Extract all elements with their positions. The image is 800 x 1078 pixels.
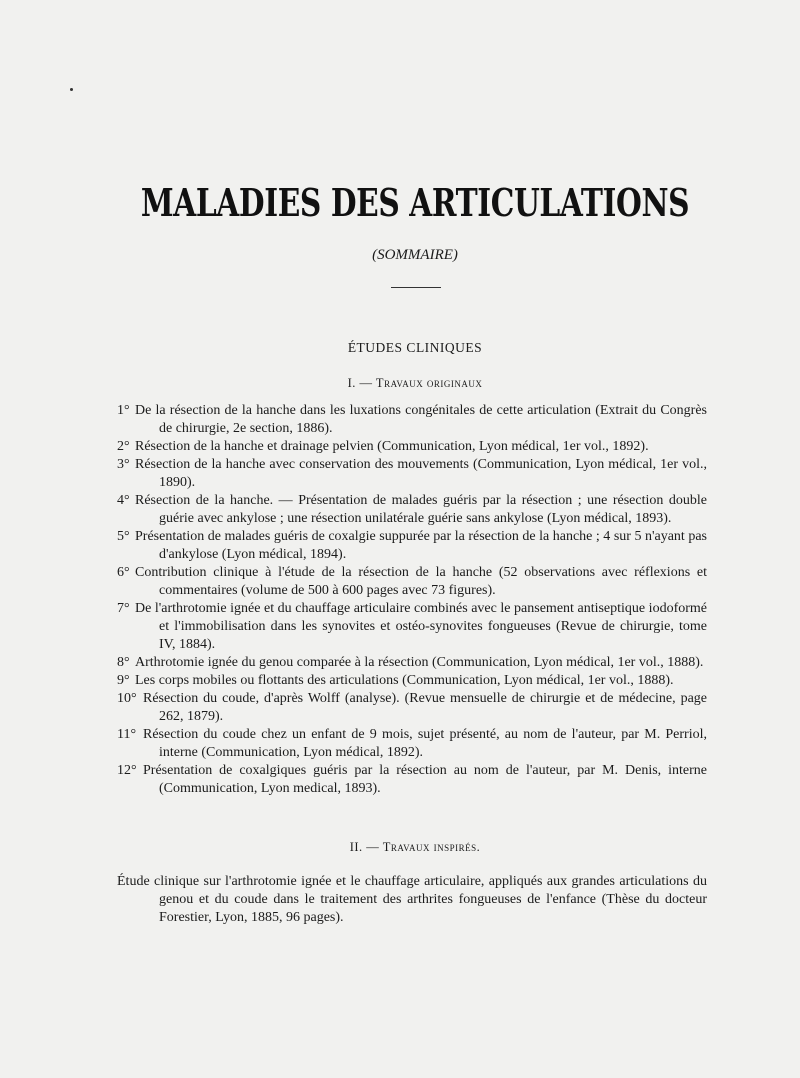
item-text: Les corps mobiles ou flottants des articulations (Communication, Lyon médical, 1er vol., 1888).: [135, 673, 674, 688]
list-item: [117, 456, 707, 492]
list-item: [117, 672, 707, 690]
list-item: [117, 762, 707, 798]
item-text: Résection du coude chez un enfant de 9 mois, sujet présenté, au nom de l'auteur, par M. Perriol, interne (Communication, Lyon médical, 1892).: [143, 727, 707, 760]
title-rule: [391, 287, 441, 288]
item-text: Présentation de malades guéris de coxalgie suppurée par la résection de la hanche ; 4 sur 5 n'ayant pas d'ankylose (Lyon médical, 1894).: [135, 529, 707, 562]
list-item: [117, 690, 707, 726]
item-number: 10°: [117, 691, 137, 706]
item-number: 2°: [117, 439, 130, 454]
item-number: 11°: [117, 727, 137, 742]
list-item: [117, 600, 707, 654]
item-text: Contribution clinique à l'étude de la résection de la hanche (52 observations avec réflexions et commentaires (volume de 500 à 600 pages avec 73 figures).: [135, 565, 707, 598]
item-number: 4°: [117, 493, 130, 508]
part2-heading: II. — Travaux inspirés.: [349, 840, 481, 854]
item-text: Présentation de coxalgiques guéris par la résection au nom de l'auteur, par M. Denis, interne (Communication, Lyon medical, 1893).: [143, 763, 707, 796]
original-works-list: [117, 402, 707, 798]
item-text: De l'arthrotomie ignée et du chauffage articulaire combinés avec le pansement antiseptique iodoformé et l'immobilisation dans les synovites et ostéo-synovites fongueuses (Revue de chirurgie, tome IV, 1884).: [135, 601, 707, 652]
item-text: Résection du coude, d'après Wolff (analyse). (Revue mensuelle de chirurgie et de médecine, page 262, 1879).: [143, 691, 707, 724]
item-text: Arthrotomie ignée du genou comparée à la résection (Communication, Lyon médical, 1er vol., 1888).: [135, 655, 704, 670]
inspired-work-paragraph: Étude clinique sur l'arthrotomie ignée et le chauffage articulaire, appliqués aux grandes articulations du genou et du coude dans le traitement des arthrites fongueuses de l'enfance (Thèse du docteur Forestier, Lyon, 1885, 96 pages).: [117, 874, 707, 925]
item-number: 7°: [117, 601, 130, 616]
page-subtitle: (SOMMAIRE): [372, 247, 458, 263]
list-item: [117, 402, 707, 438]
list-item: [117, 492, 707, 528]
item-number: 1°: [117, 403, 130, 418]
item-number: 12°: [117, 763, 137, 778]
item-number: 8°: [117, 655, 130, 670]
item-text: Résection de la hanche avec conservation des mouvements (Communication, Lyon médical, 1er vol., 1890).: [135, 457, 707, 490]
list-item: [117, 438, 707, 456]
item-number: 9°: [117, 673, 130, 688]
part1-heading: I. — Travaux originaux: [347, 376, 483, 390]
list-item: [117, 654, 707, 672]
item-text: De la résection de la hanche dans les luxations congénitales de cette articulation (Extrait du Congrès de chirurgie, 2e section, 1886).: [135, 403, 707, 436]
ink-speck: [70, 88, 73, 91]
page-title: MALADIES DES ARTICULATIONS: [140, 180, 690, 225]
list-item: [117, 564, 707, 600]
item-number: 3°: [117, 457, 130, 472]
item-text: Résection de la hanche. — Présentation de malades guéris par la résection ; une résection double guérie avec ankylose ; une résection unilatérale guérie sans ankylose (Lyon médical, 1893).: [135, 493, 707, 526]
list-item: [117, 528, 707, 564]
list-item: [117, 726, 707, 762]
section-heading: ÉTUDES CLINIQUES: [347, 340, 483, 355]
item-text: Résection de la hanche et drainage pelvien (Communication, Lyon médical, 1er vol., 1892).: [135, 439, 649, 454]
item-number: 6°: [117, 565, 130, 580]
item-number: 5°: [117, 529, 130, 544]
